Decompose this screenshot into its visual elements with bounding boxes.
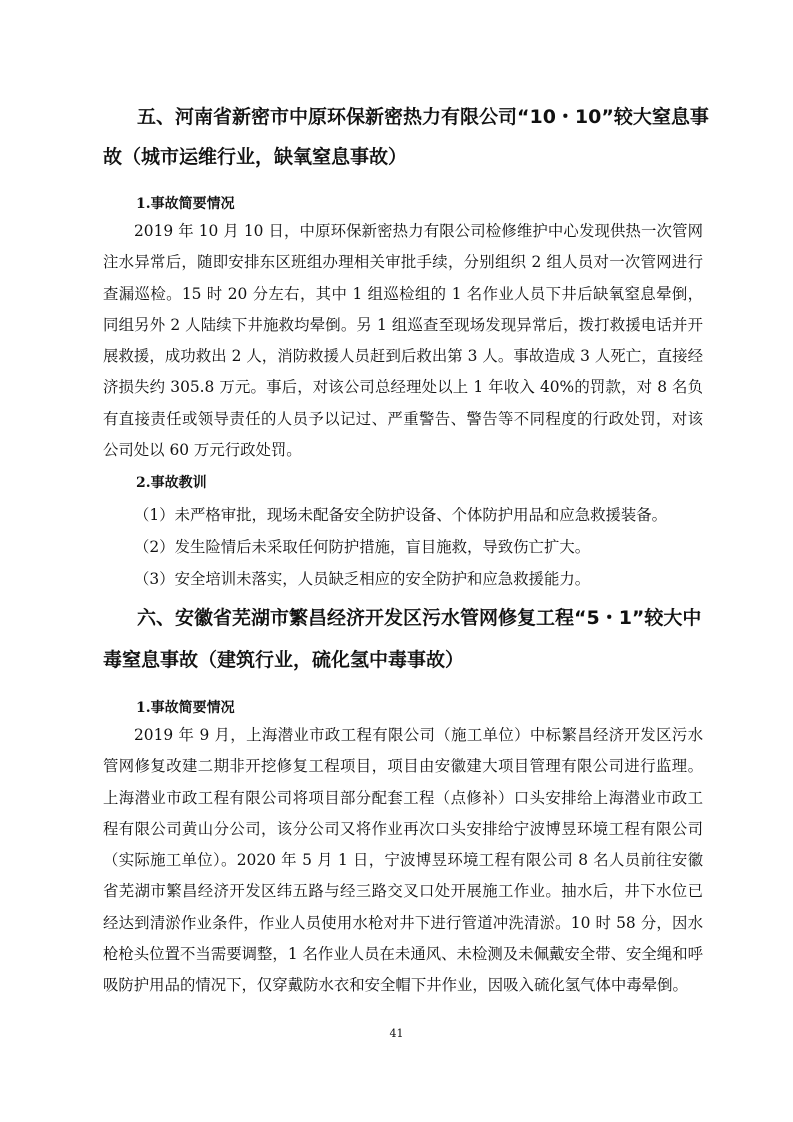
section-5-title-line2: 故（城市运维行业，缺氧窒息事故） [103, 146, 408, 168]
section-6-summary-text: 2019 年 9 月，上海潜业市政工程有限公司（施工单位）中标繁昌经济开发区污水管网修复改建二期非开挖修复工程项目，项目由安徽建大项目管理有限公司进行监理。上海潜业市政工程有限公司将项目部分配套工程（点修补）口头安排给上海潜业市政工程有限公司黄山分公司，该分公司又将作业再次口头安排给宁波博昱环境工程有限公司（实际施工单位）。2020 年 5 月 1 日，宁波博昱环境工程有限公司 8 名人员前往安徽省芜湖市繁昌经济开发区纬五路与经三路交叉口处开展施工作业。抽水后，井下水位已经达到清淤作业条件，作业人员使用水枪对井下进行管道冲洗清淤。10 时 58 分，因水枪枪头位置不当需要调整，1 名作业人员在未通风、未检测及未佩戴安全带、安全绳和呼吸防护用品的情况下，仅穿戴防水衣和安全帽下井作业，因吸入硫化氢气体中毒晕倒。 [103, 726, 703, 995]
section-6-title [103, 597, 703, 640]
section-6-title-line2: 毒窒息事故（建筑行业，硫化氢中毒事故） [103, 649, 465, 671]
lesson-item-2: （2）发生险情后未采取任何防护措施，盲目施救，导致伤亡扩大。 [134, 538, 591, 556]
section-5-title-continued [103, 136, 703, 179]
section-6-title-line1: 六、安徽省芜湖市繁昌经济开发区污水管网修复工程“5・1”较大中 [137, 607, 702, 629]
lesson-item-1: （1）未严格审批，现场未配备安全防护设备、个体防护用品和应急救援装备。 [134, 506, 668, 524]
section-5-lessons-heading: 2.事故教训 [136, 475, 207, 491]
section-5-summary-heading: 1.事故简要情况 [136, 196, 235, 212]
section-5-summary-text: 2019 年 10 月 10 日，中原环保新密热力有限公司检修维护中心发现供热一次管网注水异常后，随即安排东区班组办理相关审批手续，分别组织 2 组人员对一次管网进行查漏巡检。15 时 20 分左右，其中 1 组巡检组的 1 名作业人员下井后缺氧窒息晕倒，同组另外 2 人陆续下井施救均晕倒。另 1 组巡查至现场发现异常后，拨打救援电话并开展救援，成功救出 2 人，消防救援人员赶到后救出第 3 人。事故造成 3 人死亡，直接经济损失约 305.8 万元。事后，对该公司总经理处以上 1 年收入 40%的罚款，对 8 名负有直接责任或领导责任的人员予以记过、严重警告、警告等不同程度的行政处罚，对该公司处以 60 万元行政处罚。 [103, 222, 703, 460]
page-number: 41 [389, 1027, 404, 1040]
section-5-title [103, 96, 709, 139]
lesson-item-3: （3）安全培训未落实，人员缺乏相应的安全防护和应急救援能力。 [134, 570, 591, 588]
section-6-title-continued [103, 639, 703, 682]
section-6-summary-heading: 1.事故简要情况 [136, 700, 235, 716]
section-5-title-line1: 五、河南省新密市中原环保新密热力有限公司“10・10”较大窒息事 [137, 106, 709, 128]
